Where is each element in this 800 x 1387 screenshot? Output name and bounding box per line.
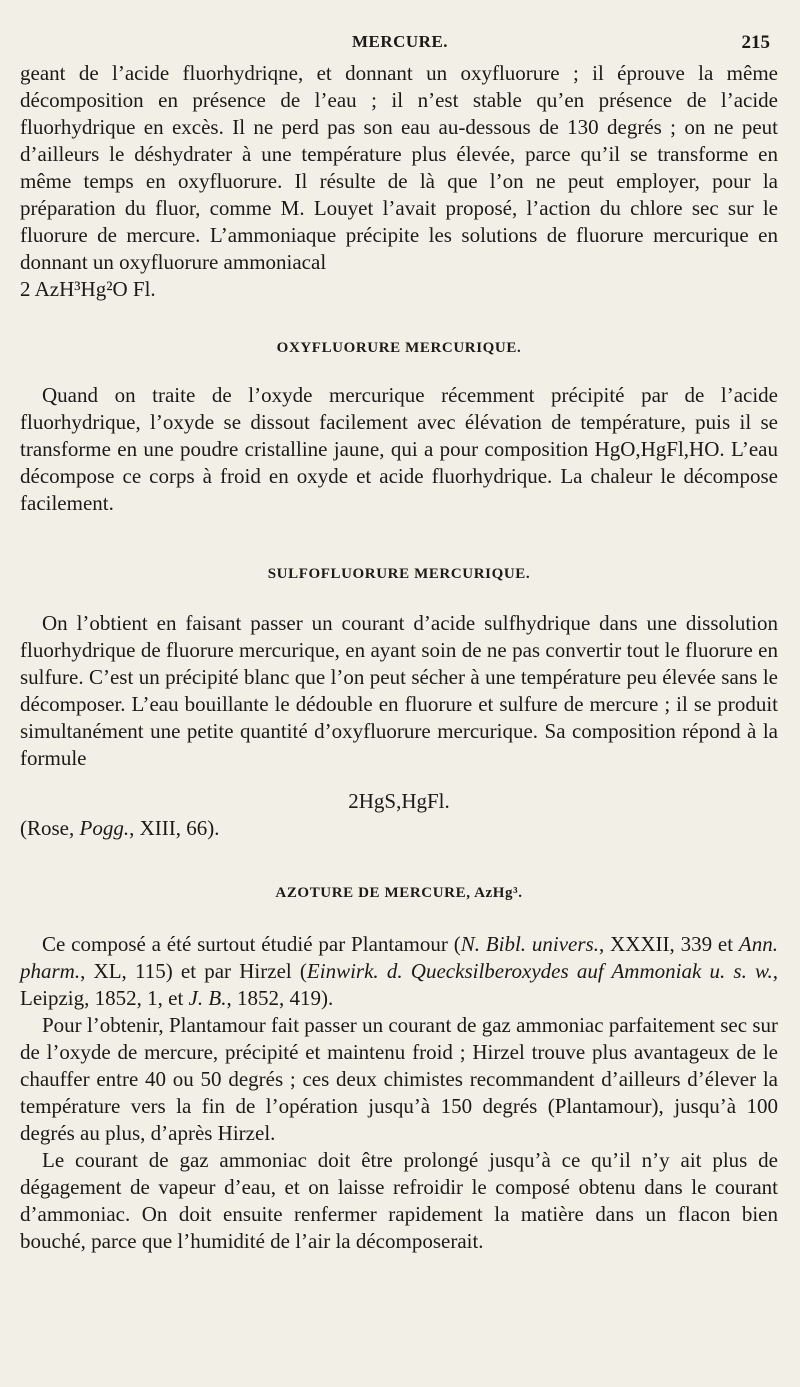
reference-rose [20,815,778,842]
text-run: , Leipzig, 1852, 1, et [20,959,778,1010]
section-title-sulfofluorure: SULFOFLUORURE MERCURIQUE. [267,566,531,582]
running-header [0,28,800,58]
page-body [20,60,778,1255]
citation-title: N. Bibl. univers. [460,932,599,956]
reference-text: , XIII, 66). [129,816,220,840]
section-title-azoture: AZOTURE DE MERCURE, AzHg³. [275,885,523,901]
running-title: MERCURE. [351,32,449,51]
citation-title: J. B. [188,986,227,1010]
paragraph-oxyfluorure: Quand on traite de l’oxyde mercurique récemment précipité par de l’acide fluorhydrique, l’oxyde se dissout facilement avec élévation de température, puis il se transforme en une poudre cristalline jaune, qui a pour composition HgO,HgFl,HO. L’eau décompose ce corps à froid en oxyde et acide fluorhydrique. La chaleur le décompose facilement. [20,383,778,515]
paragraph-azoture-conservation: Le courant de gaz ammoniac doit être prolongé jusqu’à ce qu’il n’y ait plus de dégagement de vapeur d’eau, et on laisse refroidir le composé obtenu dans le courant d’ammoniac. On doit ensuite renfermer rapidement la matière dans un flacon bien bouché, parce que l’humidité de l’air la décomposerait. [20,1148,778,1253]
page-number: 215 [741,32,770,53]
citation-title: Einwirk. d. Quecksilberoxydes auf Ammoniak u. s. w. [306,959,773,983]
text-run: , XXXII, 339 et [598,932,739,956]
formula-sulfofluorure: 2HgS,HgFl. [348,789,450,813]
ammoniacal-oxyfluoride-formula: 2 AzH³Hg²O Fl. [20,277,156,301]
reference-journal: Pogg. [79,816,130,840]
citation-title: Ann. pharm. [20,932,778,983]
paragraph-azoture-sources [20,931,778,1012]
text-run: , XL, 115) et par Hirzel ( [80,959,307,983]
text-run: Ce composé a été surtout étudié par Plantamour ( [42,932,461,956]
paragraph-azoture-preparation: Pour l’obtenir, Plantamour fait passer un courant de gaz ammoniac parfaitement sec sur de l’oxyde de mercure, précipité et maintenu froid ; Hirzel trouve plus avantageux de le chauffer entre 40 ou 50 degrés ; ces deux chimistes recommandent d’ailleurs d’élever la température vers la fin de l’opération jusqu’à 150 degrés (Plantamour), jusqu’à 100 degrés au plus, d’après Hirzel. [20,1013,778,1145]
paragraph-continuation: geant de l’acide fluorhydriqne, et donnant un oxyfluorure ; il éprouve la même décomposition en présence de l’eau ; il n’est stable qu’en présence de l’acide fluorhydrique en excès. Il ne perd pas son eau au-dessous de 130 degrés ; on ne peut d’ailleurs le déshydrater à une température plus élevée, parce qu’il se transforme en même temps en oxyfluorure. Il résulte de là que l’on ne peut employer, pour la préparation du fluor, comme M. Louyet l’avait proposé, l’action du chlore sec sur le fluorure de mercure. L’ammoniaque précipite les solutions de fluorure mercurique en donnant un oxyfluorure ammoniacal [20,61,778,274]
section-title-oxyfluorure: OXYFLUORURE MERCURIQUE. [276,340,522,356]
text-run: , 1852, 419). [226,986,334,1010]
paragraph-sulfofluorure: On l’obtient en faisant passer un courant d’acide sulfhydrique dans une dissolution fluorhydrique de fluorure mercurique, en ayant soin de ne pas convertir tout le fluorure en sulfure. C’est un précipité blanc que l’on peut sécher à une température peu élevée sans le décomposer. L’eau bouillante le dédouble en fluorure et sulfure de mercure ; il se produit simultanément une petite quantité d’oxyfluorure mercurique. Sa composition répond à la formule [20,611,778,770]
reference-text: (Rose, [20,816,80,840]
